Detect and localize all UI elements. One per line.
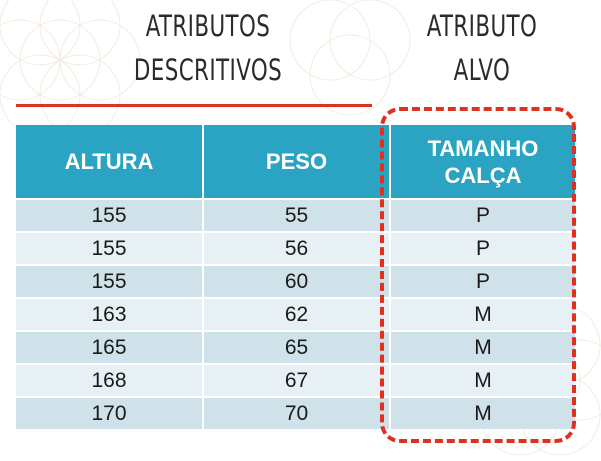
descriptive-heading-line2: DESCRITIVOS bbox=[133, 53, 283, 87]
cell-peso: 56 bbox=[203, 232, 390, 265]
target-heading-line1: ATRIBUTO bbox=[426, 9, 538, 43]
descriptive-attributes-heading bbox=[118, 4, 298, 92]
cell-tamanho: P bbox=[390, 232, 575, 265]
cell-peso: 70 bbox=[203, 397, 390, 429]
cell-peso: 67 bbox=[203, 364, 390, 397]
cell-tamanho: M bbox=[390, 397, 575, 429]
cell-altura: 168 bbox=[16, 364, 203, 397]
target-heading-line2: ALVO bbox=[453, 53, 511, 87]
cell-altura: 163 bbox=[16, 298, 203, 331]
header-tamanho-line2: CALÇA bbox=[444, 162, 522, 188]
cell-peso: 62 bbox=[203, 298, 390, 331]
header-tamanho-line1: TAMANHO bbox=[427, 135, 539, 161]
cell-tamanho: P bbox=[390, 265, 575, 298]
cell-tamanho: M bbox=[390, 298, 575, 331]
cell-altura: 155 bbox=[16, 199, 203, 232]
descriptive-underline bbox=[16, 104, 372, 107]
cell-altura: 170 bbox=[16, 397, 203, 429]
header-peso: PESO bbox=[203, 125, 390, 199]
cell-peso: 60 bbox=[203, 265, 390, 298]
cell-tamanho: M bbox=[390, 364, 575, 397]
cell-altura: 155 bbox=[16, 232, 203, 265]
header-altura: ALTURA bbox=[16, 125, 203, 199]
cell-tamanho: P bbox=[390, 199, 575, 232]
cell-peso: 65 bbox=[203, 331, 390, 364]
cell-peso: 55 bbox=[203, 199, 390, 232]
target-column-highlight bbox=[380, 107, 576, 443]
target-attribute-heading bbox=[392, 4, 572, 92]
descriptive-heading-line1: ATRIBUTOS bbox=[145, 9, 271, 43]
cell-altura: 155 bbox=[16, 265, 203, 298]
cell-tamanho: M bbox=[390, 331, 575, 364]
cell-altura: 165 bbox=[16, 331, 203, 364]
